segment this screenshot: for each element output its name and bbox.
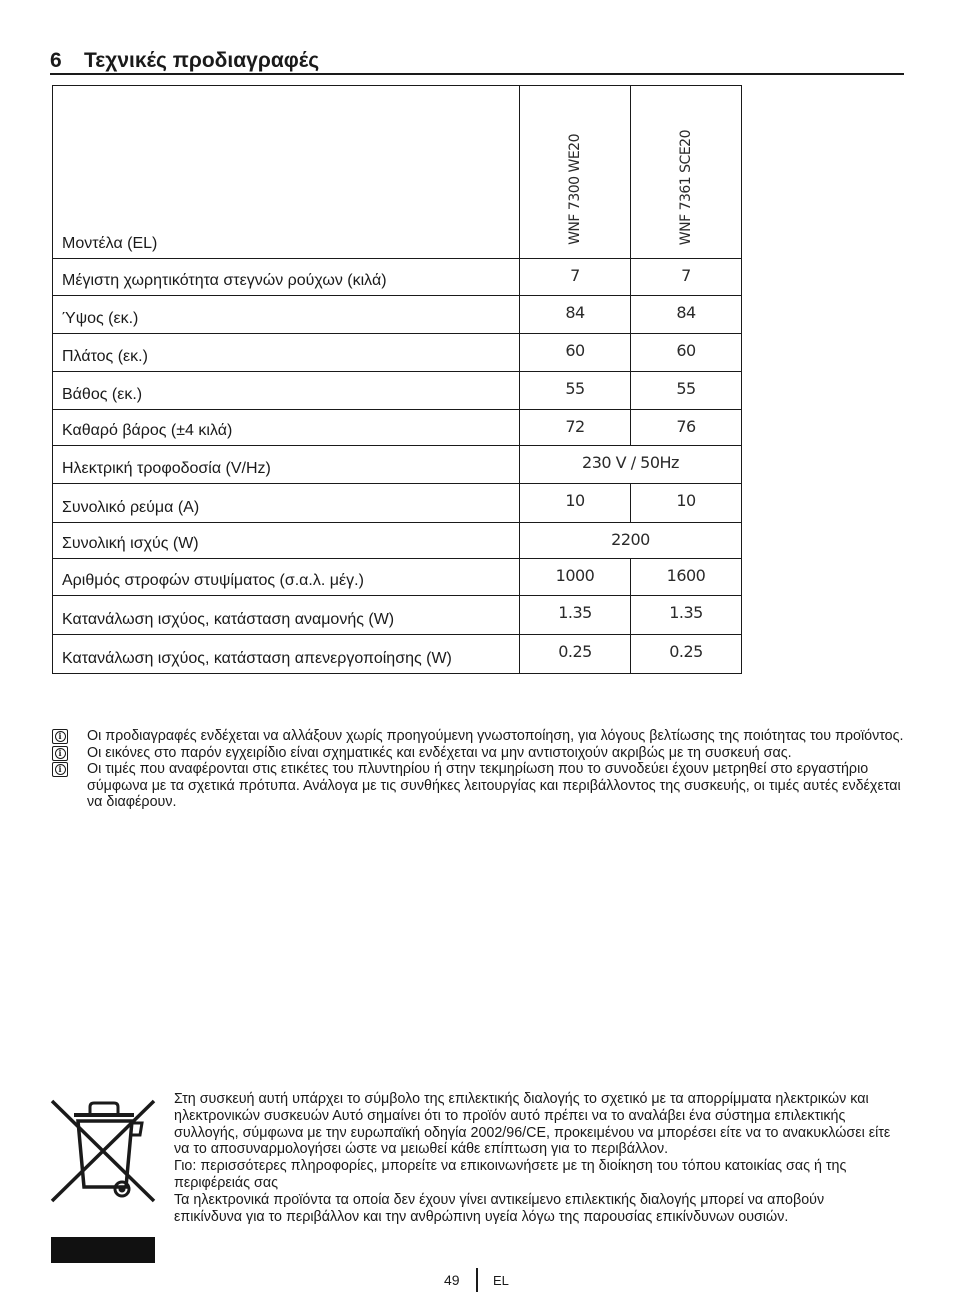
section-heading: [50, 48, 904, 75]
row-value: 7: [631, 259, 742, 296]
page-number: 49: [444, 1272, 460, 1288]
row-label: Βάθος (εκ.): [53, 372, 520, 410]
table-row: [53, 523, 742, 559]
page-footer: [0, 1268, 954, 1294]
note-item: [52, 761, 912, 811]
header-label: Μοντέλα (EL): [53, 86, 520, 259]
crossed-out-wheelie-bin-icon: [50, 1093, 156, 1263]
row-value: 84: [520, 296, 631, 334]
table-row: [53, 296, 742, 334]
row-label: Αριθμός στροφών στυψίματος (σ.α.λ. μέγ.): [53, 559, 520, 596]
row-value: 1600: [631, 559, 742, 596]
table-row: [53, 372, 742, 410]
note-text: Οι τιμές που αναφέρονται στις ετικέτες του πλυντηρίου ή στην τεκμηρίωση που το συνοδεύει έχουν μετρηθεί στο εργαστήριο σύμφωνα με τα σχετικά πρότυπα. Ανάλογα με τις συνθήκες λειτουργίας και περιβάλλοντος της συσκευής, οι τιμές αυτές ενδέχεται να διαφέρουν.: [87, 761, 901, 810]
row-value-merged: 2200: [520, 523, 742, 559]
model-column-1: [520, 86, 631, 259]
language-code: EL: [493, 1273, 509, 1288]
weee-paragraph: Γιο: περισσότερες πληροφορίες, μπορείτε να επικοινωνήσετε με τη διοίκηση του τόπου κατοικίας σας ή της περιφέρειάς σας: [174, 1158, 847, 1191]
table-row: [53, 559, 742, 596]
section-number: 6: [50, 49, 62, 72]
table-row: [53, 334, 742, 372]
table-row: [53, 484, 742, 523]
row-label: Συνολικό ρεύμα (A): [53, 484, 520, 523]
row-value: 55: [631, 372, 742, 410]
table-header-row: [53, 86, 742, 259]
note-text: Οι εικόνες στο παρόν εγχειρίδιο είναι σχηματικές και ενδέχεται να μην αντιστοιχούν ακριβώς με τη συσκευή σας.: [87, 744, 792, 761]
footer-divider: [476, 1268, 478, 1292]
row-value: 84: [631, 296, 742, 334]
row-value: 60: [631, 334, 742, 372]
row-value-merged: 230 V / 50Hz: [520, 446, 742, 484]
row-label: Κατανάλωση ισχύος, κατάσταση αναμονής (W): [53, 596, 520, 635]
row-label: Μέγιστη χωρητικότητα στεγνών ρούχων (κιλά): [53, 259, 520, 296]
table-row: [53, 446, 742, 484]
info-icon: i: [52, 746, 68, 761]
row-value: 1.35: [520, 596, 631, 635]
specifications-table: [52, 85, 742, 674]
table-row: [53, 259, 742, 296]
note-item: [52, 745, 912, 762]
notes-section: [52, 728, 912, 811]
section-title: Τεχνικές προδιαγραφές: [84, 49, 320, 72]
model-name-1: WNF 7300 WE20: [567, 134, 583, 245]
row-value: 1000: [520, 559, 631, 596]
model-name-2: WNF 7361 SCE20: [678, 129, 694, 245]
row-value: 72: [520, 410, 631, 446]
info-icon: i: [52, 729, 68, 744]
table-row: [53, 410, 742, 446]
row-value: 55: [520, 372, 631, 410]
info-icon: i: [52, 762, 68, 777]
weee-paragraph: Τα ηλεκτρονικά προϊόντα τα οποία δεν έχουν γίνει αντικείμενο επιλεκτικής διαλογής μπορεί να αποβούν επικίνδυνα για το περιβάλλον και την ανθρώπινη υγεία λόγω της παρουσίας επικίνδυνων ουσιών.: [174, 1191, 825, 1225]
row-value: 0.25: [520, 635, 631, 674]
row-label: Κατανάλωση ισχύος, κατάσταση απενεργοποίησης (W): [53, 635, 520, 674]
table-row: [53, 635, 742, 674]
note-item: [52, 728, 912, 745]
note-text: Οι προδιαγραφές ενδέχεται να αλλάξουν χωρίς προηγούμενη γνωστοποίηση, για λόγους βελτίωσης της ποιότητας του προϊόντος.: [87, 728, 904, 744]
row-label: Συνολική ισχύς (W): [53, 523, 520, 559]
row-label: Πλάτος (εκ.): [53, 334, 520, 372]
row-value: 76: [631, 410, 742, 446]
row-value: 60: [520, 334, 631, 372]
row-label: Ύψος (εκ.): [53, 296, 520, 334]
row-value: 10: [631, 484, 742, 523]
row-value: 0.25: [631, 635, 742, 674]
weee-paragraph: Στη συσκευή αυτή υπάρχει το σύμβολο της επιλεκτικής διαλογής το σχετικό με τα απορρίμματα ηλεκτρικών και ηλεκτρονικών συσκευών Αυτό σημαίνει ότι το προϊόν αυτό πρέπει να το αναλάβει ένα σύστημα επιλεκτικής συλλογής, σύμφωνα με την ευρωπαϊκή οδηγία 2002/96/CE, προκειμένου να μπορέσει είτε να το ανακυκλώσει είτε να το αποσυναρμολογήσει ώστε να μειωθεί κάθε επίπτωση για το περιβάλλον.: [174, 1091, 891, 1158]
row-value: 10: [520, 484, 631, 523]
table-row: [53, 596, 742, 635]
model-column-2: [631, 86, 742, 259]
row-label: Ηλεκτρική τροφοδοσία (V/Hz): [53, 446, 520, 484]
weee-disposal-info: [174, 1091, 894, 1225]
row-value: 1.35: [631, 596, 742, 635]
row-label: Καθαρό βάρος (±4 κιλά): [53, 410, 520, 446]
row-value: 7: [520, 259, 631, 296]
